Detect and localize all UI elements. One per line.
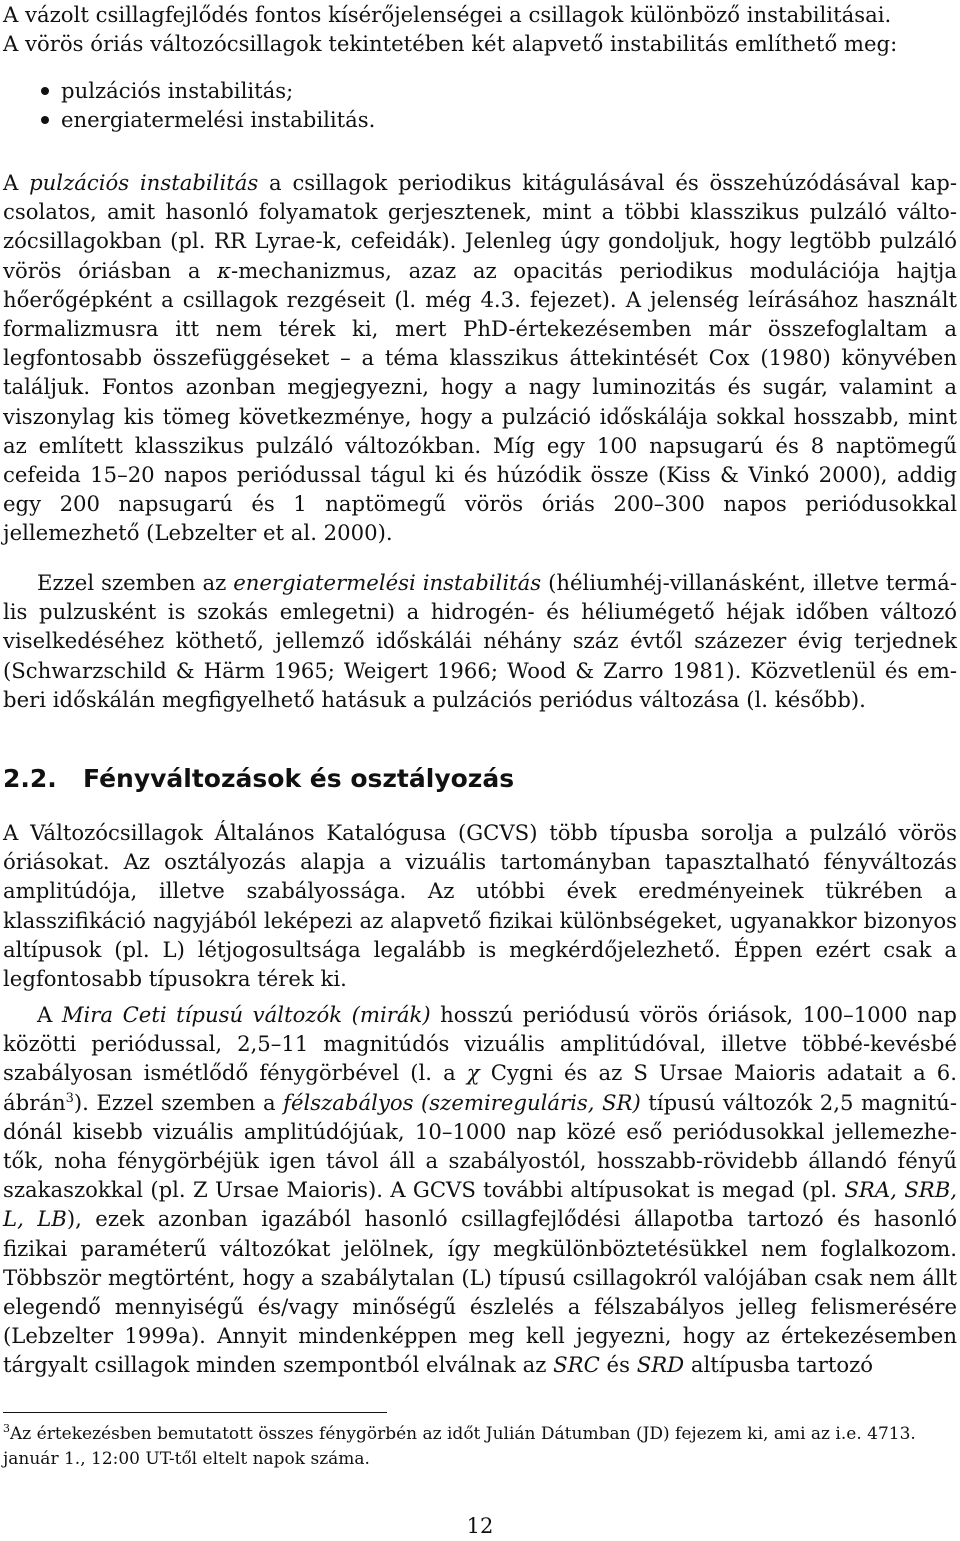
text-run: és xyxy=(599,1352,637,1378)
text-run: Ezzel szemben az xyxy=(37,570,234,595)
section-heading xyxy=(3,762,514,796)
emphasis-term: SRC xyxy=(553,1352,600,1378)
text-run: altípusba tartozó xyxy=(684,1352,874,1378)
text-run: Cygni és az S Ursae Maioris adatait a 6. ábrán xyxy=(3,1060,957,1115)
emphasis-term: pulzációs instabilitás xyxy=(29,170,259,195)
emphasis-term: SRA, SRB, L, LB xyxy=(3,1177,957,1232)
footnote-reference[interactable]: 3 xyxy=(65,1090,74,1106)
pulsation-paragraph xyxy=(3,168,957,548)
intro-line-2: A vörös óriás változócsillagok tekintetében két alapvető instabilitás említhető meg: xyxy=(3,31,898,57)
instability-list xyxy=(0,76,375,134)
section-title: Fényváltozások és osztályozás xyxy=(83,764,515,793)
text-run: ), ezek azonban igazából hasonló csillagfejlődési állapotba tartozó és hasonló fizikai paraméterű változókat jelölnek, így megkülönböztetésükkel nem foglalkozom. Többször megtörtént, hogy a szabálytalan (L) típusú csillagokról valójában csak nem állt elegendő mennyiségű és/vagy minőségű észlelés a félszabályos jelleg felismerésére (Lebzelter 1999a). Annyit mindenképpen meg kell jegyezni, hogy az értekezésemben tárgyalt csillagok minden szempontból elválnak az xyxy=(3,1206,957,1378)
text-run: a csillagok periodikus kitágulásával és összehúzódásával kapcsolatos, amit hasonló folyamatok gerjesztenek, mint a többi klasszikus pulzáló változócsillagokban (pl. RR Lyrae-k, cefeidák). Jelenleg úgy gondoljuk, hogy legtöbb pulzáló vörös óriásban a xyxy=(3,170,957,283)
text-run: (héliumhéj-villanásként, illetve termális pulzusként is szokás emlegetni) a hidrogén- és héliumégető héjak időben változó viselkedéséhez köthető, jellemző időskálái néhány száz évtől százezer évig terjednek (Schwarzschild & Härm 1965; Weigert 1966; Wood & Zarro 1981). Közvetlenül és emberi időskálán megfigyelhető hatásuk a pulzációs periódus változása (l. később). xyxy=(3,570,957,712)
text-run: ). Ezzel szemben a xyxy=(73,1089,284,1115)
kappa-symbol: κ xyxy=(217,257,232,283)
text-run: A xyxy=(3,170,30,195)
section-number: 2.2. xyxy=(3,764,57,793)
text-run: típusú változók 2,5 magnitúdónál kisebb vizuális amplitúdójúak, 10–1000 nap közé eső periódusokkal jellemezhetők, noha fénygörbéjük igen távol áll a szabályostól, hosszabb-rövidebb állandó fényű szakaszokkal (pl. Z Ursae Maioris). A GCVS további altípusokat is megad (pl. xyxy=(3,1089,957,1203)
mira-paragraph xyxy=(3,1000,957,1380)
list-item: pulzációs instabilitás; xyxy=(0,76,375,105)
text-run: hosszú periódusú vörös óriások, 100–1000 nap közötti periódussal, 2,5–11 magnitúdós vizuális amplitúdóval, illetve többé-kevésbé szabályosan ismétlődő fénygörbével (l. a xyxy=(3,1002,957,1086)
emphasis-term: energiatermelési instabilitás xyxy=(233,570,542,595)
list-item: energiatermelési instabilitás. xyxy=(0,105,375,134)
emphasis-term: SRD xyxy=(636,1352,685,1378)
emphasis-term: félszabályos (szemireguláris, SR) xyxy=(283,1089,641,1115)
emphasis-term: Mira Ceti típusú változók (mirák) xyxy=(61,1002,431,1027)
chi-symbol: χ xyxy=(466,1060,480,1086)
footnote-mark: 3 xyxy=(3,1422,10,1435)
footnote-divider xyxy=(3,1412,387,1413)
energy-paragraph xyxy=(3,568,957,714)
text-run: -mechanizmus, azaz az opacitás periodikus modulációja hajtja hőerőgépként a csillagok rezgéseit (l. még 4.3. fejezet). A jelenség leírásához használt formalizmusra itt nem térek ki, mert PhD-értekezésemben már összefoglaltam a legfontosabb összefüggéseket – a téma klasszikus áttekintését Cox (1980) könyvében találjuk. Fontos azonban megjegyezni, hogy a nagy luminozitás és sugár, valamint a viszonylag kis tömeg következménye, hogy a pulzáció időskálája sokkal hosszabb, mint az említett klasszikus pulzáló változókban. Míg egy 100 napsugarú és 8 naptömegű cefeida 15–20 napos periódussal tágul ki és húzódik össze (Kiss & Vinkó 2000), addig egy 200 napsugarú és 1 naptömegű vörös óriás 200–300 napos periódusokkal jellemezhető (Lebzelter et al. 2000). xyxy=(3,257,958,546)
footnote-text: Az értekezésben bemutatott összes fénygörbén az időt Julián Dátumban (JD) fejezem ki, ami az i.e. 4713. január 1., 12:00 UT-től eltelt napok száma. xyxy=(3,1424,916,1469)
intro-paragraph xyxy=(3,0,957,58)
classification-paragraph: A Változócsillagok Általános Katalógusa (GCVS) több típusba sorolja a pulzáló vörös óriásokat. Az osztályozás alapja a vizuális tartományban tapasztalható fényváltozás amplitúdója, illetve szabályossága. Az utóbbi évek eredményeinek tükrében a klasszifikáció nagyjából leképezi az alapvető fizikai különbségeket, ugyanakkor bizonyos altípusok (pl. L) létjogosultsága legalább is megkérdőjelezhető. Éppen ezért csak a legfontosabb típusokra térek ki. xyxy=(3,820,957,992)
footnote xyxy=(3,1416,957,1472)
text-run: A xyxy=(37,1002,62,1027)
page-number: 12 xyxy=(466,1514,494,1538)
intro-line-1: A vázolt csillagfejlődés fontos kísérőjelenségei a csillagok különböző instabilitásai. xyxy=(3,2,892,27)
